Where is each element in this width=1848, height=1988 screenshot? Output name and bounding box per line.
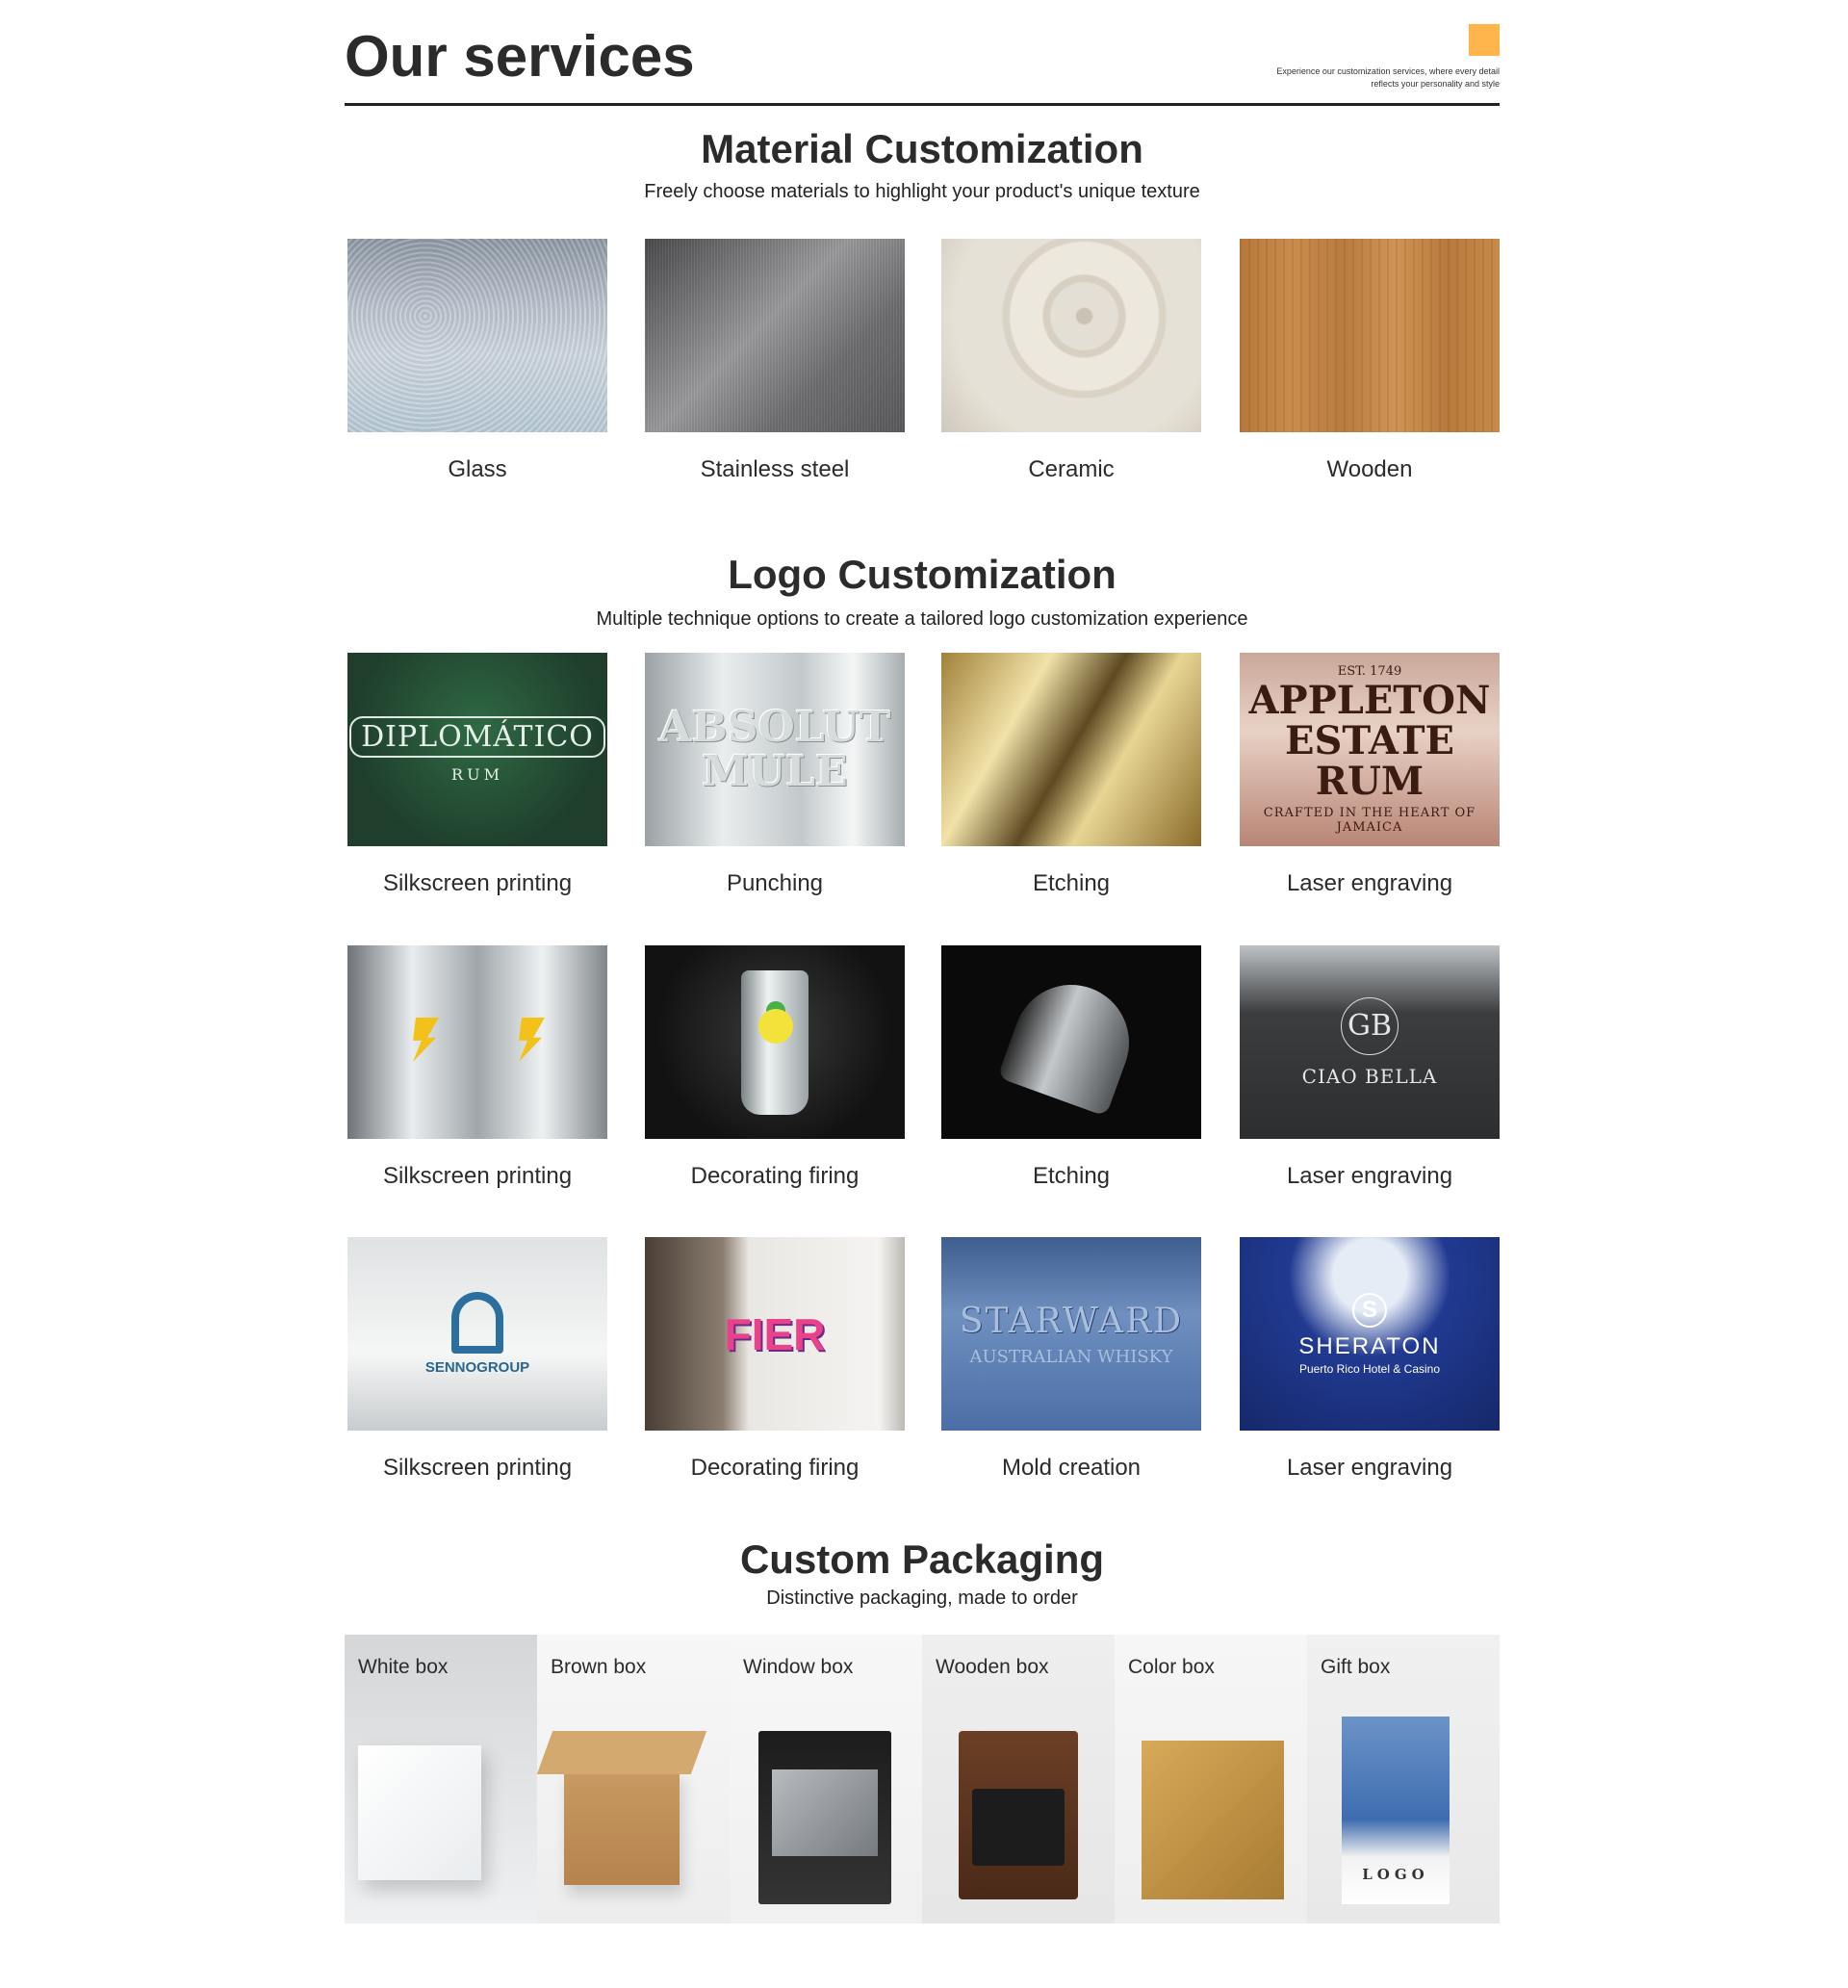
technique-label: Silkscreen printing [382, 1163, 573, 1189]
package-wooden-box[interactable] [922, 1635, 1115, 1923]
material-title: Material Customization [701, 126, 1143, 171]
decorating-firing-photo [645, 945, 905, 1139]
window-box-image [758, 1731, 891, 1904]
technique-label: Silkscreen printing [382, 870, 573, 896]
punching-photo [645, 653, 905, 846]
photo-brand-text: APPLETON ESTATE RUM [1248, 678, 1491, 804]
etching-photo [941, 945, 1201, 1139]
logo-card[interactable] [347, 945, 607, 1191]
page-container [345, 0, 1500, 1883]
photo-brand-text: ABSOLUT MULE [658, 702, 891, 796]
silkscreen-photo [347, 945, 607, 1139]
logo-card[interactable] [645, 653, 905, 898]
brown-box-image [564, 1769, 680, 1885]
photo-brand-text: SHERATON [1298, 1332, 1441, 1359]
packaging-title: Custom Packaging [739, 1536, 1105, 1582]
logo-card[interactable] [645, 945, 905, 1191]
material-card-glass[interactable] [347, 239, 607, 484]
laser-engraving-photo [1240, 945, 1500, 1139]
technique-label: Laser engraving [1286, 870, 1453, 896]
logo-card[interactable] [941, 653, 1201, 898]
photo-brand-sub: Puerto Rico Hotel & Casino [1298, 1361, 1441, 1376]
package-brown-box[interactable] [537, 1635, 730, 1923]
photo-brand-sub: CRAFTED IN THE HEART OF JAMAICA [1263, 806, 1476, 835]
material-subtitle: Freely choose materials to highlight your product's unique texture [644, 181, 1200, 202]
technique-label: Decorating firing [690, 1163, 860, 1189]
silkscreen-photo [347, 1237, 607, 1431]
material-label: Stainless steel [700, 456, 850, 482]
technique-label: Laser engraving [1286, 1163, 1453, 1189]
gift-box-print-text: LOGO [1362, 1866, 1429, 1883]
package-label: Wooden box [936, 1656, 1049, 1678]
decorating-firing-photo [645, 1237, 905, 1431]
package-label: Window box [743, 1656, 854, 1678]
package-window-box[interactable] [730, 1635, 922, 1923]
photo-brand-pre: EST. 1749 [1337, 664, 1402, 679]
logo-card[interactable] [1240, 653, 1500, 898]
package-gift-box[interactable] [1307, 1635, 1500, 1923]
technique-label: Silkscreen printing [382, 1455, 573, 1481]
technique-label: Laser engraving [1286, 1455, 1453, 1481]
photo-brand-text: CIAO BELLA [1301, 1064, 1438, 1088]
mold-creation-photo [941, 1237, 1201, 1431]
logo-card[interactable] [1240, 945, 1500, 1191]
logo-section [345, 551, 1500, 632]
technique-label: Etching [1032, 1163, 1111, 1189]
material-card-ceramic[interactable] [941, 239, 1201, 484]
package-color-box[interactable] [1115, 1635, 1307, 1923]
package-label: Brown box [551, 1656, 647, 1678]
photo-brand-text: STARWARD [959, 1301, 1184, 1341]
packaging-section [345, 1536, 1500, 1611]
technique-label: Decorating firing [690, 1455, 860, 1481]
photo-brand-text: DIPLOMÁTICO [349, 716, 605, 758]
photo-brand-sub: AUSTRALIAN WHISKY [969, 1346, 1173, 1367]
logo-card[interactable] [347, 653, 607, 898]
photo-brand-sub: RUM [451, 764, 503, 784]
gift-box-image [1342, 1717, 1450, 1904]
logo-subtitle: Multiple technique options to create a tailored logo customization experience [596, 608, 1248, 630]
glass-texture-image [347, 239, 607, 432]
wood-texture-image [1240, 239, 1500, 432]
color-box-image [1142, 1741, 1284, 1899]
material-card-steel[interactable] [645, 239, 905, 484]
senno-logo-icon [451, 1292, 503, 1354]
bolt-icon [410, 1018, 439, 1062]
logo-card[interactable] [941, 1237, 1201, 1483]
bolt-icon [516, 1018, 545, 1062]
photo-monogram: S [1352, 1293, 1387, 1328]
white-box-image [358, 1745, 481, 1880]
wooden-box-image [959, 1731, 1078, 1899]
etching-photo [941, 653, 1201, 846]
laser-engraving-photo [1240, 653, 1500, 846]
technique-label: Etching [1032, 870, 1111, 896]
package-label: White box [358, 1656, 449, 1678]
material-label: Ceramic [1028, 456, 1115, 482]
logo-card[interactable] [1240, 1237, 1500, 1483]
silkscreen-photo [347, 653, 607, 846]
packaging-strip [345, 1635, 1500, 1923]
header-tagline: Experience our customization services, where every detail reflects your personality and style [1276, 66, 1500, 89]
glass-image [997, 968, 1145, 1117]
steel-texture-image [645, 239, 905, 432]
logo-card[interactable] [941, 945, 1201, 1191]
laser-engraving-photo [1240, 1237, 1500, 1431]
technique-label: Mold creation [1001, 1455, 1142, 1481]
material-label: Wooden [1326, 456, 1413, 482]
logo-title: Logo Customization [728, 552, 1116, 597]
package-label: Gift box [1321, 1656, 1391, 1678]
accent-square [1469, 24, 1500, 56]
material-label: Glass [448, 456, 507, 482]
technique-label: Punching [726, 870, 824, 896]
logo-card[interactable] [645, 1237, 905, 1483]
package-label: Color box [1128, 1656, 1215, 1678]
ceramic-texture-image [941, 239, 1201, 432]
page-header [345, 0, 1500, 106]
logo-card[interactable] [347, 1237, 607, 1483]
photo-monogram: GB [1341, 997, 1399, 1055]
package-white-box[interactable] [345, 1635, 537, 1923]
material-card-wooden[interactable] [1240, 239, 1500, 484]
photo-brand-text: FIER [724, 1308, 826, 1359]
photo-brand-text: SENNOGROUP [424, 1359, 530, 1376]
packaging-subtitle: Distinctive packaging, made to order [766, 1588, 1078, 1609]
cup-image [741, 970, 808, 1115]
page-title: Our services [345, 24, 695, 89]
material-section [345, 125, 1500, 204]
